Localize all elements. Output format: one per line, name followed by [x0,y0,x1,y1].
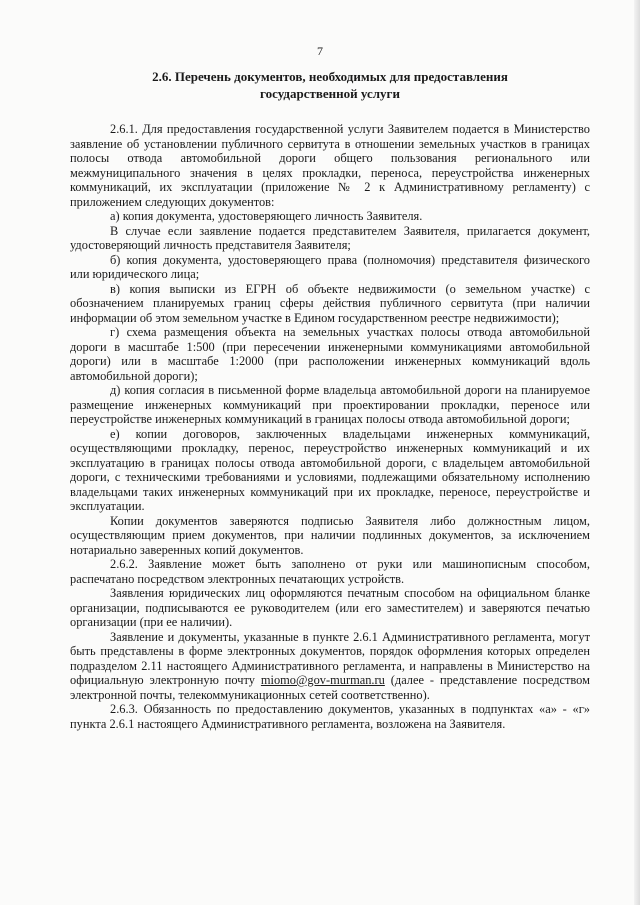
email-link[interactable]: miomo@gov-murman.ru [260,673,385,687]
list-item-e: е) копии договоров, заключенных владельцами инженерных коммуникаций, осуществляющими прокладку, перенос, переустройство инженерных коммуникаций и их эксплуатацию в границах полосы отвода автомобильной дороги, с владельцем автомобильной дороги, с техническими требованиями и условиями, подлежащими обязательному исполнению владельцами таких инженерных коммуникаций при их прокладке, переносе, переустройстве и эксплуатации. [70,426,590,513]
paragraph-2-6-3: 2.6.3. Обязанность по предоставлению документов, указанных в подпунктах «а» - «г» пункта 2.6.1 настоящего Административного регламента, возложена на Заявителя. [70,702,590,731]
list-item-d: д) копия согласия в письменной форме владельца автомобильной дороги на планируемое размещение инженерных коммуникаций при проектировании прокладки, переносе или переустройстве инженерных коммуникаций в границах полосы отвода автомобильной дороги; [70,383,590,426]
document-body [70,122,590,731]
page-number: 7 [317,44,323,58]
list-item-v: в) копия выписки из ЕГРН об объекте недвижимости (о земельном участке) с обозначением планируемых границ сферы действия публичного сервитута (при наличии информации об этом земельном участке в Едином государственном реестре недвижимости); [70,281,590,325]
section-heading [120,68,540,102]
paragraph-electronic [70,630,590,703]
scan-edge-shadow [634,0,640,905]
list-item-g: г) схема размещения объекта на земельных участках полосы отвода автомобильной дороги в масштабе 1:500 (при пересечении инженерными коммуникациями автомобильной дороги) или в масштабе 1:2000 (при расположении инженерных коммуникаций вдоль автомобильной дороги); [70,325,590,383]
paragraph-representative: В случае если заявление подается представителем Заявителя, прилагается документ, удостоверяющий личность представителя Заявителя; [70,223,590,252]
paragraph-2-6-2: 2.6.2. Заявление может быть заполнено от руки или машинописным способом, распечатано посредством электронных печатающих устройств. [70,557,590,586]
list-item-a: а) копия документа, удостоверяющего личность Заявителя. [110,209,423,223]
paragraph-copies: Копии документов заверяются подписью Заявителя либо должностным лицом, осуществляющим прием документов, при наличии подлинных документов, за исключением нотариально заверенных копий документов. [70,513,590,557]
section-heading-line-2: государственной услуги [260,86,400,101]
paragraph-2-6-1: 2.6.1. Для предоставления государственной услуги Заявителем подается в Министерство заявление об установлении публичного сервитута в отношении земельных участков в границах полосы отвода автомобильной дороги общего пользования регионального или межмуниципального значения в целях прокладки, переноса, переустройства инженерных коммуникаций, их эксплуатации (приложение № 2 к Административному регламенту) с приложением следующих документов: [70,122,590,209]
section-heading-line-1: 2.6. Перечень документов, необходимых для предоставления [152,69,508,84]
list-item-b: б) копия документа, удостоверяющего права (полномочия) представителя физического или юридического лица; [70,252,590,281]
electronic-text-after: (далее - представление посредством электронной почты, телекоммуникационных сетей соответственно). [70,673,590,702]
electronic-text-before: Заявление и документы, указанные в пункте 2.6.1 Административного регламента, могут быть представлены в форме электронных документов, порядок оформления которых определен подразделом 2.11 настоящего Административного регламента, и направлены в Министерство на официальную электронную почту [70,629,590,687]
paragraph-legal-entities: Заявления юридических лиц оформляются печатным способом на официальном бланке организации, подписываются ее руководителем (или его заместителем) и заверяются печатью организации (при ее наличии). [70,586,590,629]
